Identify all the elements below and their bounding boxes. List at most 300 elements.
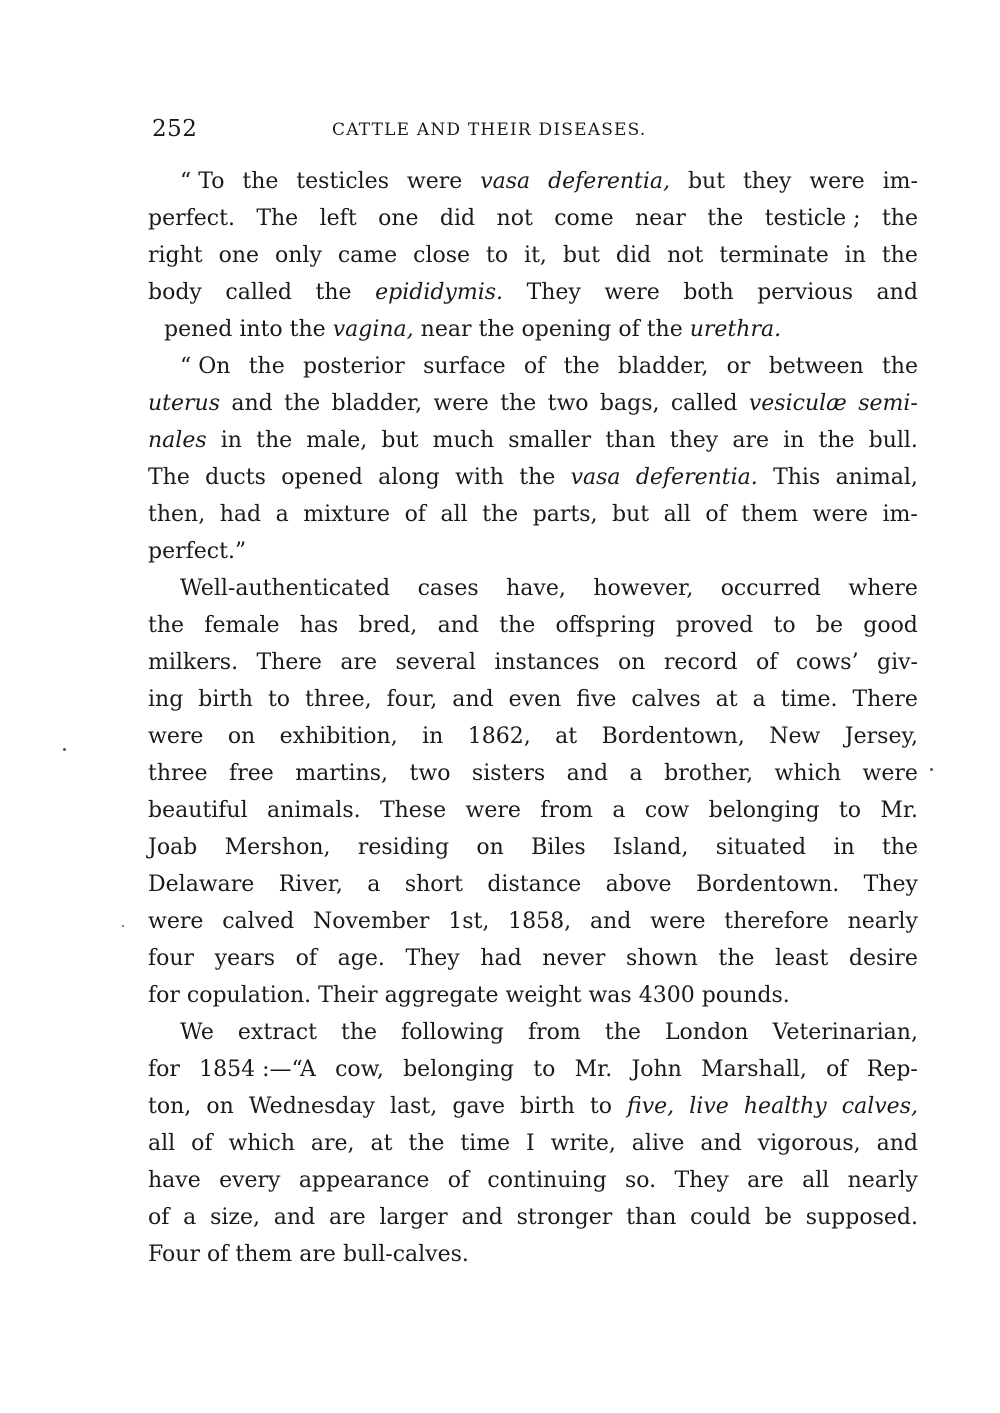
word: but xyxy=(381,428,419,453)
word: the xyxy=(707,206,744,231)
word: two xyxy=(409,761,451,786)
word: are xyxy=(732,428,769,453)
word: were xyxy=(406,169,463,194)
word: the xyxy=(289,317,326,342)
word: last, xyxy=(389,1094,438,1119)
word: years xyxy=(214,946,276,971)
word: of xyxy=(404,502,426,527)
word: appearance xyxy=(298,1168,430,1193)
word: opened xyxy=(281,465,363,490)
text-line xyxy=(148,237,918,274)
word: of xyxy=(148,1205,170,1230)
word: stronger xyxy=(516,1205,613,1230)
word: between xyxy=(768,354,864,379)
word: the xyxy=(881,354,918,379)
word: They xyxy=(674,1168,729,1193)
word: were xyxy=(650,909,706,934)
word: 1854 :—“A xyxy=(199,1057,316,1082)
word: were xyxy=(862,761,918,786)
word: Well-authenticated xyxy=(180,576,391,601)
word: one xyxy=(378,206,419,231)
word: cows’ xyxy=(795,650,859,675)
word: aggregate xyxy=(384,983,499,1008)
word: have xyxy=(148,1168,201,1193)
word: Biles xyxy=(531,835,586,860)
word: supposed. xyxy=(805,1205,918,1230)
word: terminate xyxy=(719,243,829,268)
word: cow xyxy=(644,798,690,823)
word: bladder, xyxy=(617,354,709,379)
text-line xyxy=(148,459,918,496)
word: in xyxy=(783,428,805,453)
word: shown xyxy=(626,946,698,971)
word: four xyxy=(148,946,195,971)
word: Four xyxy=(148,1242,200,1267)
word: a xyxy=(275,502,289,527)
word: several xyxy=(395,650,476,675)
word: for xyxy=(148,983,180,1008)
word: to xyxy=(773,613,796,638)
word: are, xyxy=(310,1131,355,1156)
word: They xyxy=(526,280,581,305)
word: it, xyxy=(524,243,547,268)
word: write, xyxy=(550,1131,616,1156)
word: had xyxy=(219,502,262,527)
word: John xyxy=(631,1057,682,1082)
word: smaller xyxy=(508,428,592,453)
word: short xyxy=(404,872,463,897)
word: female xyxy=(204,613,280,638)
word: called xyxy=(670,391,738,416)
word: ducts xyxy=(205,465,266,490)
word: the xyxy=(284,391,321,416)
word: five xyxy=(576,687,617,712)
word: proved xyxy=(675,613,754,638)
scan-speck xyxy=(63,748,66,751)
word: but xyxy=(612,502,650,527)
word: Wednesday xyxy=(248,1094,375,1119)
word: deferentia, xyxy=(548,169,671,194)
word: them xyxy=(235,1242,293,1267)
word: The xyxy=(148,465,190,490)
word: and xyxy=(437,613,479,638)
word: Mr. xyxy=(880,798,918,823)
word: then, xyxy=(148,502,206,527)
word: along xyxy=(378,465,440,490)
word: gave xyxy=(452,1094,506,1119)
word: not xyxy=(667,243,704,268)
word: close xyxy=(413,243,471,268)
body-text xyxy=(148,163,918,1273)
word: of xyxy=(618,317,640,342)
word: and xyxy=(876,280,918,305)
text-line xyxy=(148,755,918,792)
word: record xyxy=(663,650,738,675)
word: all xyxy=(802,1168,830,1193)
word: a xyxy=(612,798,626,823)
word: four, xyxy=(386,687,438,712)
word: im- xyxy=(882,502,918,527)
page-number: 252 xyxy=(152,116,198,142)
word: Their xyxy=(318,983,378,1008)
word: were xyxy=(148,724,204,749)
word: be xyxy=(815,613,843,638)
word: “ To xyxy=(180,169,225,194)
word: opening xyxy=(521,317,612,342)
text-line xyxy=(148,496,918,533)
text-line xyxy=(148,533,918,570)
text-line xyxy=(148,570,918,607)
word: so. xyxy=(625,1168,657,1193)
word: to xyxy=(486,243,509,268)
word: but xyxy=(687,169,726,194)
word: them xyxy=(741,502,799,527)
word: good xyxy=(863,613,918,638)
word: did xyxy=(439,206,476,231)
word: therefore xyxy=(724,909,829,934)
word: which xyxy=(774,761,842,786)
word: both xyxy=(683,280,734,305)
word: much xyxy=(432,428,495,453)
word: all xyxy=(663,502,691,527)
word: at xyxy=(715,687,738,712)
word: vasa xyxy=(480,169,531,194)
word: than xyxy=(605,428,656,453)
word: Bordentown. xyxy=(695,872,840,897)
word: River, xyxy=(278,872,343,897)
word: calved xyxy=(222,909,295,934)
word: male, xyxy=(306,428,368,453)
word: a xyxy=(183,1205,197,1230)
word: and xyxy=(452,687,494,712)
word: Mr. xyxy=(574,1057,613,1082)
word: be xyxy=(764,1205,792,1230)
word: they xyxy=(669,428,719,453)
word: three, xyxy=(305,687,372,712)
word: cases xyxy=(417,576,479,601)
word: from xyxy=(540,798,594,823)
word: and xyxy=(461,1205,503,1230)
word: exhibition, xyxy=(279,724,398,749)
word: for xyxy=(148,1057,180,1082)
word: to xyxy=(533,1057,556,1082)
word: semi- xyxy=(858,391,918,416)
word: the xyxy=(256,428,293,453)
word: The xyxy=(256,206,299,231)
word: pounds. xyxy=(701,983,790,1008)
text-line xyxy=(148,977,918,1014)
text-line xyxy=(148,644,918,681)
word: did xyxy=(615,243,652,268)
text-line xyxy=(148,422,918,459)
word: urethra. xyxy=(689,317,782,342)
word: copulation. xyxy=(186,983,312,1008)
word: martins, xyxy=(295,761,389,786)
word: milkers. xyxy=(148,650,239,675)
word: the xyxy=(718,946,755,971)
word: nearly xyxy=(847,1168,918,1193)
word: offspring xyxy=(555,613,656,638)
word: on xyxy=(227,724,256,749)
word: of xyxy=(295,946,318,971)
word: or xyxy=(726,354,751,379)
word: pervious xyxy=(757,280,853,305)
word: vigorous, xyxy=(757,1131,861,1156)
text-line xyxy=(148,718,918,755)
word: bladder, xyxy=(331,391,423,416)
word: distance xyxy=(487,872,582,897)
word: on xyxy=(206,1094,234,1119)
word: and xyxy=(876,1131,918,1156)
word: free xyxy=(229,761,274,786)
text-line xyxy=(148,681,918,718)
word: the xyxy=(818,428,855,453)
word: animals. xyxy=(266,798,361,823)
word: to xyxy=(838,798,862,823)
text-line xyxy=(148,1162,918,1199)
word: animal, xyxy=(835,465,918,490)
word: occurred xyxy=(720,576,821,601)
word: belonging xyxy=(708,798,820,823)
word: Joab xyxy=(148,835,198,860)
word: the xyxy=(482,502,519,527)
word: alive xyxy=(631,1131,685,1156)
word: the xyxy=(242,169,279,194)
word: from xyxy=(528,1020,581,1045)
word: surface xyxy=(423,354,506,379)
word: perfect.” xyxy=(148,539,247,564)
word: posterior xyxy=(303,354,405,379)
word: These xyxy=(379,798,447,823)
word: have, xyxy=(506,576,566,601)
word: on xyxy=(618,650,646,675)
word: the xyxy=(408,1131,445,1156)
text-line xyxy=(148,311,918,348)
word: are xyxy=(340,650,378,675)
word: at xyxy=(370,1131,393,1156)
word: but xyxy=(562,243,600,268)
word: not xyxy=(496,206,533,231)
word: in xyxy=(220,428,242,453)
word: of xyxy=(523,354,546,379)
word: body xyxy=(148,280,202,305)
word: situated xyxy=(715,835,807,860)
word: parts, xyxy=(532,502,598,527)
text-line xyxy=(148,1199,918,1236)
word: in xyxy=(422,724,444,749)
word: weight xyxy=(505,983,582,1008)
word: age. xyxy=(337,946,385,971)
word: Rep- xyxy=(866,1057,918,1082)
word: the xyxy=(499,613,536,638)
word: vasa xyxy=(570,465,621,490)
text-line xyxy=(148,1014,918,1051)
word: following xyxy=(401,1020,504,1045)
word: above xyxy=(605,872,672,897)
word: There xyxy=(256,650,322,675)
word: Bordentown, xyxy=(601,724,745,749)
word: pened xyxy=(164,317,233,342)
word: and xyxy=(566,761,609,786)
text-line xyxy=(148,163,918,200)
word: Mershon, xyxy=(224,835,331,860)
word: giv- xyxy=(877,650,918,675)
word: time xyxy=(460,1131,511,1156)
word: bags, xyxy=(599,391,660,416)
word: Jersey, xyxy=(844,724,918,749)
word: ton, xyxy=(148,1094,192,1119)
word: desire xyxy=(848,946,918,971)
word: the xyxy=(248,354,285,379)
word: the xyxy=(478,317,515,342)
word: were xyxy=(465,798,521,823)
word: of xyxy=(705,502,727,527)
word: testicles xyxy=(296,169,389,194)
word: “ On xyxy=(180,354,231,379)
word: epididymis. xyxy=(375,280,504,305)
word: testicle ; xyxy=(764,206,861,231)
word: 1st, xyxy=(448,909,490,934)
word: New xyxy=(769,724,821,749)
word: come xyxy=(554,206,614,231)
word: im- xyxy=(882,169,918,194)
word: We xyxy=(180,1020,214,1045)
text-line xyxy=(148,792,918,829)
word: the xyxy=(315,280,352,305)
word: two xyxy=(547,391,589,416)
word: mixture xyxy=(303,502,391,527)
word: of xyxy=(191,1131,213,1156)
word: live xyxy=(689,1094,729,1119)
word: one xyxy=(218,243,260,268)
word: 4300 xyxy=(638,983,695,1008)
word: could xyxy=(690,1205,752,1230)
word: has xyxy=(299,613,339,638)
word: at xyxy=(555,724,578,749)
text-line xyxy=(148,866,918,903)
word: the xyxy=(881,206,918,231)
word: of xyxy=(207,1242,229,1267)
word: birth xyxy=(520,1094,575,1119)
word: 1862, xyxy=(467,724,531,749)
word: continuing xyxy=(487,1168,607,1193)
word: bred, xyxy=(358,613,418,638)
text-line xyxy=(148,1051,918,1088)
text-line xyxy=(148,274,918,311)
word: deferentia. xyxy=(635,465,758,490)
word: calves, xyxy=(841,1094,918,1119)
text-line xyxy=(148,1236,918,1273)
word: right xyxy=(148,243,203,268)
word: perfect. xyxy=(148,206,235,231)
scan-speck xyxy=(122,925,124,927)
word: Marshall, xyxy=(701,1057,807,1082)
word: healthy xyxy=(743,1094,827,1119)
word: was xyxy=(588,983,632,1008)
word: the xyxy=(341,1020,378,1045)
word: of xyxy=(826,1057,848,1082)
word: with xyxy=(455,465,504,490)
word: only xyxy=(275,243,322,268)
word: are xyxy=(299,1242,336,1267)
word: time. xyxy=(780,687,838,712)
word: They xyxy=(863,872,918,897)
text-line xyxy=(148,1125,918,1162)
word: the xyxy=(519,465,556,490)
word: the xyxy=(500,391,537,416)
word: bull. xyxy=(868,428,918,453)
word: were xyxy=(433,391,489,416)
text-line xyxy=(148,607,918,644)
word: instances xyxy=(494,650,600,675)
word: and xyxy=(589,909,632,934)
word: near xyxy=(635,206,686,231)
word: and xyxy=(231,391,273,416)
word: on xyxy=(476,835,504,860)
word: calves xyxy=(631,687,701,712)
word: are xyxy=(747,1168,784,1193)
text-line xyxy=(148,940,918,977)
word: near xyxy=(420,317,472,342)
word: the xyxy=(604,1020,641,1045)
scan-speck xyxy=(930,768,933,771)
text-line xyxy=(148,348,918,385)
word: which xyxy=(228,1131,295,1156)
word: residing xyxy=(357,835,450,860)
word: nearly xyxy=(847,909,918,934)
word: all xyxy=(440,502,468,527)
word: uterus xyxy=(148,391,221,416)
word: cow, xyxy=(335,1057,384,1082)
word: and xyxy=(700,1131,742,1156)
word: beautiful xyxy=(148,798,248,823)
word: the xyxy=(646,317,683,342)
word: in xyxy=(844,243,866,268)
word: vagina, xyxy=(332,317,414,342)
word: to xyxy=(589,1094,612,1119)
word: sisters xyxy=(471,761,546,786)
word: belonging xyxy=(403,1057,515,1082)
word: five, xyxy=(627,1094,675,1119)
word: least xyxy=(774,946,829,971)
word: extract xyxy=(237,1020,317,1045)
word: Delaware xyxy=(148,872,255,897)
word: to xyxy=(267,687,291,712)
word: There xyxy=(852,687,918,712)
word: had xyxy=(480,946,522,971)
word: a xyxy=(367,872,381,897)
word: 1858, xyxy=(508,909,572,934)
word: nales xyxy=(148,428,207,453)
word: than xyxy=(626,1205,677,1230)
running-head: CATTLE AND THEIR DISEASES. xyxy=(332,120,647,140)
word: every xyxy=(219,1168,281,1193)
word: I xyxy=(526,1131,535,1156)
word: were xyxy=(809,169,865,194)
word: November xyxy=(313,909,430,934)
word: vesiculæ xyxy=(748,391,847,416)
word: the xyxy=(148,613,185,638)
word: ing xyxy=(148,687,184,712)
word: left xyxy=(319,206,357,231)
word: were xyxy=(812,502,868,527)
word: however, xyxy=(593,576,694,601)
word: This xyxy=(773,465,821,490)
word: bull-calves. xyxy=(342,1242,469,1267)
word: the xyxy=(881,835,918,860)
word: were xyxy=(148,909,204,934)
word: Veterinarian, xyxy=(772,1020,918,1045)
